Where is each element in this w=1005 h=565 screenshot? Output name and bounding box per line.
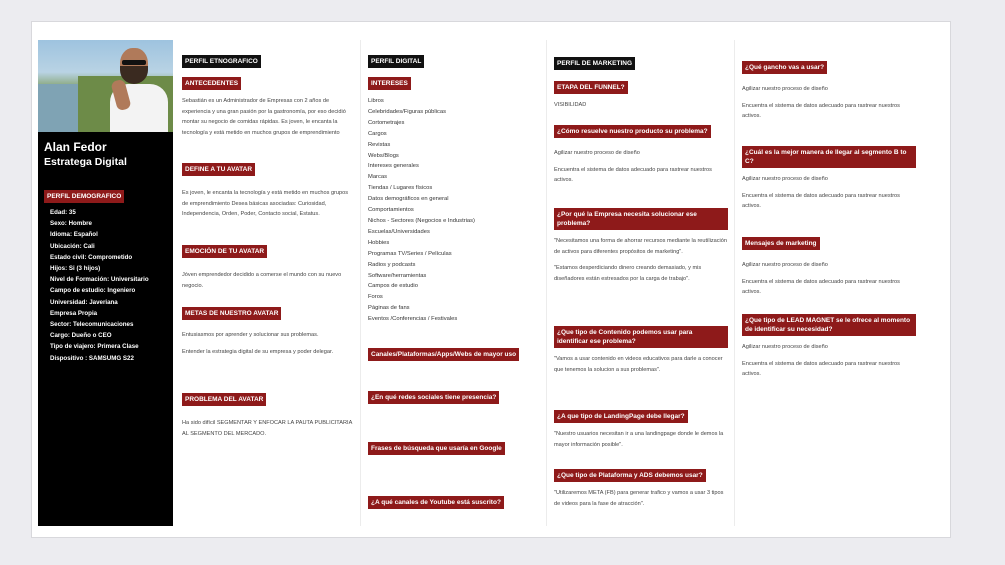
youtube-channels-tag: ¿A qué canales de Youtube está suscrito? [368, 496, 504, 509]
interest-item: Cortometrajes [368, 119, 405, 126]
interest-item: Revistas [368, 141, 391, 148]
funnel-stage-tag: ETAPA DEL FUNNEL? [554, 81, 628, 94]
marketing-messages-tag: Mensajes de marketing [742, 237, 820, 250]
demo-item: Estado civil: Comprometido [50, 253, 133, 261]
ads-platform-text: "Utilizaremos META (FB) para generar trafico y vamos a usar 3 tipos de videos para la fase de atracción". [554, 490, 724, 507]
problem-text: Ha sido difícil SEGMENTAR Y ENFOCAR LA PAUTA PUBLICITARIA AL SEGMENTO DEL MERCADO. [182, 420, 353, 437]
interest-item: Escuelas/Universidades [368, 228, 430, 235]
funnel-stage-text: VISIBILIDAD [554, 102, 587, 108]
landing-page-tag: ¿A que tipo de LandingPage debe llegar? [554, 410, 688, 423]
emotion-text: Jóven emprendedor decidido a comerse el mundo con su nuevo negocio. [182, 272, 342, 289]
interest-item: Hobbies [368, 239, 390, 246]
ads-platform-tag: ¿Que tipo de Plataforma y ADS debemos usar? [554, 469, 706, 482]
interest-item: Webs/Blogs [368, 152, 399, 159]
strategy-column [736, 40, 922, 526]
interest-item: Cargos [368, 130, 387, 137]
content-type-text: "Vamos a usar contenido en videos educativos para darle a conocer que tenemos la solucion a sus problemas". [554, 356, 723, 373]
emotion-tag: EMOCIÓN DE TU AVATAR [182, 245, 267, 258]
goals-text: Entusiasmos por aprender y solucionar sus problemas. Entender la estrategia digital de su empresa y poder delegar. [182, 332, 334, 355]
goals-tag: METAS DE NUESTRO AVATAR [182, 307, 281, 320]
profile-panel [38, 40, 173, 526]
interest-item: Celebridades/Figuras públicas [368, 108, 446, 115]
define-avatar-tag: DEFINE A TU AVATAR [182, 163, 255, 176]
define-avatar-text: Es joven, le encanta la tecnología y está metido en muchos grupos de emprendimiento Desea básicas asociadas: Curiosidad, Independencia, Orden, Poder, Contacto social, Estatus. [182, 190, 349, 218]
channels-tag: Canales/Plataformas/Apps/Webs de mayor uso [368, 348, 519, 361]
demo-item: Nivel de Formación: Universitario [50, 276, 149, 284]
demo-item: Ubicación: Cali [50, 242, 95, 250]
interest-item: Tiendas / Lugares físicos [368, 185, 433, 192]
demo-item: Universidad: Javeriana [50, 298, 118, 306]
interest-item: Foros [368, 294, 383, 301]
lead-magnet-text: Agilizar nuestro proceso de diseño Encuentra el sistema de datos adecuado para rastrear nuestros activos. [742, 344, 900, 378]
why-solve-tag: ¿Por qué la Empresa necesita solucionar ese problema? [554, 208, 728, 230]
interest-item: Campos de estudio [368, 283, 418, 290]
interest-item: Eventos /Conferencias / Festivales [368, 316, 458, 323]
hook-text: Agilizar nuestro proceso de diseño Encuentra el sistema de datos adecuado para rastrear nuestros activos. [742, 86, 900, 120]
interest-item: Marcas [368, 174, 388, 181]
problem-tag: PROBLEMA DEL AVATAR [182, 393, 266, 406]
profile-photo [38, 40, 173, 132]
antecedentes-tag: ANTECEDENTES [182, 77, 241, 90]
document-sheet [32, 22, 950, 537]
marketing-title: PERFIL DE MARKETING [554, 57, 635, 70]
interest-item: Radios y podcasts [368, 261, 416, 268]
why-solve-text: "Necesitamos una forma de ahorrar recursos mediante la reutilización de activos para diferentes propósitos de marketing". "Estamos desperdiciando dinero creando demasiado, y mis diseñadores están estresados por la carga de trabajo". [554, 238, 727, 282]
demo-item: Campo de estudio: Ingeniero [50, 287, 136, 295]
digital-column [362, 40, 547, 526]
demographic-title: PERFIL DEMOGRAFICO [44, 190, 124, 203]
interests-list [368, 96, 540, 325]
solves-problem-tag: ¿Cómo resuelve nuestro producto su problema? [554, 125, 711, 138]
demo-item: Sector: Telecomunicaciones [50, 321, 134, 329]
b2c-reach-tag: ¿Cuál es la mejor manera de llegar al segmento B to C? [742, 146, 916, 168]
interests-tag: INTERESES [368, 77, 411, 90]
demo-item: Hijos: Si (3 hijos) [50, 265, 101, 273]
lead-magnet-tag: ¿Que tipo de LEAD MAGNET se le ofrece al momento de identificar su necesidad? [742, 314, 916, 336]
search-phrases-tag: Frases de búsqueda que usaría en Google [368, 442, 505, 455]
demo-item: Tipo de viajero: Primera Clase [50, 343, 139, 351]
interest-item: Páginas de fans [368, 305, 410, 312]
interest-item: Comportamientos [368, 207, 414, 214]
antecedentes-text: Sebastián es un Administrador de Empresas con 2 años de experiencia y una gran pasión por la gastronomía, por eso decidió montar su negocio de comidas rápidas. Es joven, le encanta la tecnología y está metido en muchos grupos de emprendimiento [182, 98, 346, 136]
demographic-list [50, 207, 149, 364]
interest-item: Programas TV/Series / Películas [368, 250, 452, 257]
interest-item: Nichos - Sectores (Negocios e Industrias) [368, 217, 475, 224]
profile-role: Estratega Digital [44, 156, 127, 168]
ethnographic-title: PERFIL ETNOGRAFICO [182, 55, 261, 68]
demo-item: Sexo: Hombre [50, 220, 92, 228]
profile-name: Alan Fedor [44, 140, 107, 154]
demo-item: Empresa Propia [50, 309, 98, 317]
marketing-messages-text: Agilizar nuestro proceso de diseño Encuentra el sistema de datos adecuado para rastrear nuestros activos. [742, 262, 900, 296]
landing-page-text: "Nuestro usuarios necesitan ir a una landingpage donde le demos la mayor información posible". [554, 431, 724, 448]
digital-title: PERFIL DIGITAL [368, 55, 424, 68]
social-networks-tag: ¿En qué redes sociales tiene presencia? [368, 391, 499, 404]
interest-item: Software/herramientas [368, 272, 427, 279]
demo-item: Dispositivo : SAMSUMG S22 [50, 354, 134, 362]
demo-item: Cargo: Dueño o CEO [50, 332, 112, 340]
interest-item: Datos demográficos en general [368, 196, 449, 203]
demo-item: Edad: 35 [50, 209, 76, 216]
solves-problem-text: Agilizar nuestro proceso de diseño Encuentra el sistema de datos adecuado para rastrear nuestros activos. [554, 150, 712, 184]
interest-item: Libros [368, 98, 384, 104]
ethnographic-column [176, 40, 361, 526]
content-type-tag: ¿Que tipo de Contenido podemos usar para identificar ese problema? [554, 326, 728, 348]
hook-tag: ¿Qué gancho vas a usar? [742, 61, 827, 74]
marketing-column [548, 40, 735, 526]
b2c-reach-text: Agilizar nuestro proceso de diseño Encuentra el sistema de datos adecuado para rastrear nuestros activos. [742, 176, 900, 210]
demo-item: Idioma: Español [50, 231, 98, 239]
interest-item: Intereses generales [368, 163, 419, 170]
